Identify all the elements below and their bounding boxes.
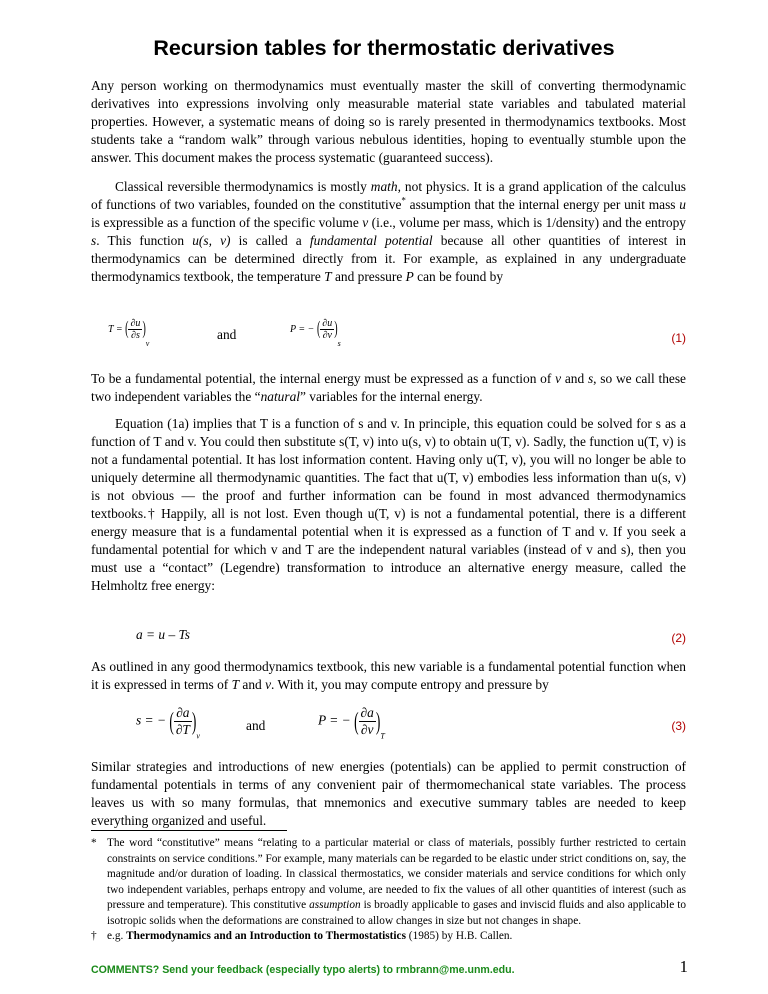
- text-span: , so we call these two independent variables the “: [91, 371, 686, 404]
- equation-3: [136, 705, 200, 741]
- text-span: As outlined in any good thermodynamics textbook, this new variable is a fundamental potential function when it is expressed in terms of: [91, 659, 686, 692]
- footnote-ref-star: *: [401, 195, 406, 206]
- text-span: is called a: [230, 233, 310, 248]
- paragraph-equation-1a: Equation (1a) implies that T is a function of s and v. In principle, this equation could be solved for s as a function of T and v. You could then substitute s(T, v) into u(s, v) to obtain u(T, v). Sadly, the function u(T, v) is not a fundamental potential. It has lost information content. Having only u(T, v), you will no longer be able to uniquely determine all thermodynamic quantities. The fact that u(T, v) embodies less information than u(s, v) is not obvious — the proof and further information can be found in most advanced thermodynamics textbooks.† Happily, all is not lost. Even though u(T, v) is not a fundamental potential, there is a different energy measure that is a fundamental potential when it is expressed as a function of T and v. If you seek a fundamental potential for which v and T are the independent natural variables (instead of v and s), then you must use a “contact” (Legendre) transformation to introduce an alternative energy measure, called the Helmholtz free energy:: [91, 416, 686, 593]
- eq3-numerator: ∂a: [174, 705, 192, 722]
- symbol-v: v: [555, 371, 562, 386]
- book-title: Thermodynamics and an Introduction to Thermostatistics: [126, 930, 406, 942]
- text-span: To be a fundamental potential, the internal energy must be expressed as a function of: [91, 371, 556, 386]
- footnote-divider: [91, 830, 287, 831]
- text-span: . This function: [96, 233, 193, 248]
- text-span: can be found by: [413, 269, 504, 284]
- symbol-T: T: [324, 269, 332, 284]
- symbol-T: T: [231, 677, 240, 692]
- text-span: and: [561, 371, 588, 386]
- text-span: is expressible as a function of the specific volume: [91, 215, 363, 230]
- emphasis-fundamental-potential: fundamental potential: [309, 233, 433, 248]
- text-span: (i.e., volume per mass, which is 1/density) and the entropy: [368, 215, 686, 230]
- symbol-v: v: [362, 215, 369, 230]
- footnotes: [91, 836, 686, 945]
- equation-1: [108, 318, 149, 348]
- emphasis-assumption: assumption: [309, 899, 361, 911]
- text-span: and: [239, 677, 266, 692]
- footnote-mark-dagger: †: [91, 930, 97, 942]
- paragraph-helmholtz: [91, 658, 686, 694]
- text-span: , not physics. It is a grand application of the calculus of functions of two variables, founded on the constitutive: [91, 179, 686, 212]
- paren-left: (: [169, 706, 174, 735]
- eq1-fraction-du-dv: [320, 318, 334, 341]
- eq3b-denominator: ∂v: [360, 722, 374, 737]
- footnote-mark-star: *: [91, 837, 97, 849]
- text-span: . With it, you may compute entropy and pressure by: [271, 677, 549, 692]
- text-span: The word “constitutive” means “relating to a particular material or class of materials, possibly further restricted to certain constraints on service conditions.” For example, many materials can be regarded to be elastic under strict conditions on, say, the magnitude and/or duration of loading. In classical thermostatics, we consider materials and service conditions for which only two independent variables, perhaps entropy and volume, are needed to fix the values of all other quantities of interest (such as pressure and temperature). This constitutive: [107, 837, 686, 911]
- symbol-s: s: [587, 371, 594, 386]
- paragraph-classical: [91, 178, 686, 286]
- eq1-subscript-v: v: [145, 338, 150, 348]
- paren-right: ): [375, 706, 381, 735]
- eq1b-numerator: ∂u: [322, 318, 333, 329]
- eq3-lhs-P: P = −: [318, 712, 351, 728]
- equation-1b: [290, 318, 341, 348]
- footer-feedback-note: COMMENTS? Send your feedback (especially typo alerts) to rmbrann@me.unm.edu.: [91, 964, 515, 976]
- footnote-constitutive: [91, 836, 686, 929]
- eq3b-numerator: ∂a: [360, 705, 374, 720]
- eq3-subscript-v: v: [196, 731, 200, 741]
- footnote-callen: [91, 929, 686, 945]
- page-title: Recursion tables for thermostatic derivatives: [153, 36, 615, 60]
- eq1-numerator: ∂u: [130, 318, 141, 329]
- eq1-denominator: ∂s: [131, 330, 140, 341]
- eq1-lhs-P: P = −: [290, 323, 315, 335]
- equation-2: a = u – Ts: [136, 627, 190, 642]
- eq1-lhs-T: T =: [108, 323, 123, 335]
- equation-number-3: (3): [671, 719, 686, 733]
- eq3-denominator: ∂T: [175, 722, 190, 737]
- paragraph-natural-variables: [91, 370, 686, 406]
- eq3b-subscript-T: T: [380, 731, 385, 741]
- eq3-fraction-da-dv: [359, 705, 376, 738]
- symbol-u: u: [679, 197, 686, 212]
- paren-right: ): [142, 319, 146, 340]
- equation-3b: [318, 705, 385, 741]
- symbol-P: P: [405, 269, 414, 284]
- text-span: (1985) by H.B. Callen.: [405, 930, 513, 942]
- paren-left: (: [125, 319, 129, 340]
- symbol-s: s: [91, 233, 97, 248]
- eq3-and: and: [246, 718, 266, 733]
- page-number: 1: [679, 957, 688, 976]
- eq1-and: and: [217, 327, 237, 342]
- text-span: is broadly applicable to gases and inviscid fluids and also applicable to isotropic solids when the deformations are constrained to allow changes in size but not changes in shape.: [107, 899, 687, 927]
- text-span: because all other quantities of interest in thermodynamics can be determined directly from it. For example, as explained in any undergraduate thermodynamics textbook, the temperature: [91, 233, 686, 284]
- equation-number-2: (2): [671, 631, 686, 645]
- symbol-v: v: [265, 677, 272, 692]
- paragraph-intro: Any person working on thermodynamics must eventually master the skill of converting thermodynamic derivatives into expressions involving only measurable material state variables and tabulated material properties. However, a systematic means of doing so is rarely presented in thermodynamics textbooks. Most students take a “random walk” through various nebulous identities, hoping to eventually stumble upon the answer. This document makes the process systematic (guaranteed success).: [91, 78, 686, 165]
- eq3-fraction-da-dT: [174, 705, 192, 738]
- eq1-fraction-du-ds: [128, 318, 142, 341]
- emphasis-math: math: [370, 179, 398, 194]
- eq3-lhs-s: s = −: [136, 712, 166, 728]
- equation-number-1: (1): [671, 331, 686, 345]
- symbol-usv: u(s, v): [192, 233, 231, 248]
- text-span: assumption that the internal energy per unit mass: [405, 197, 680, 212]
- text-span: ” variables for the internal energy.: [300, 389, 483, 404]
- paren-right: ): [191, 706, 197, 735]
- text-span: and pressure: [331, 269, 406, 284]
- text-span: Classical reversible thermodynamics is mostly: [115, 179, 371, 194]
- eq1b-subscript-s: s: [337, 338, 341, 348]
- paren-left: (: [354, 706, 359, 735]
- paren-right: ): [334, 319, 338, 340]
- emphasis-natural: natural: [260, 389, 300, 404]
- paren-left: (: [316, 319, 321, 340]
- text-span: e.g.: [107, 930, 127, 942]
- paragraph-summary: Similar strategies and introductions of new energies (potentials) can be applied to permit construction of fundamental potentials in terms of any convenient pair of thermomechanical state variables. The process leaves us with so many formulas, that mnemonics and executive summary tables are needed to keep everything organized and useful.: [91, 759, 686, 828]
- eq1b-denominator: ∂v: [322, 330, 332, 341]
